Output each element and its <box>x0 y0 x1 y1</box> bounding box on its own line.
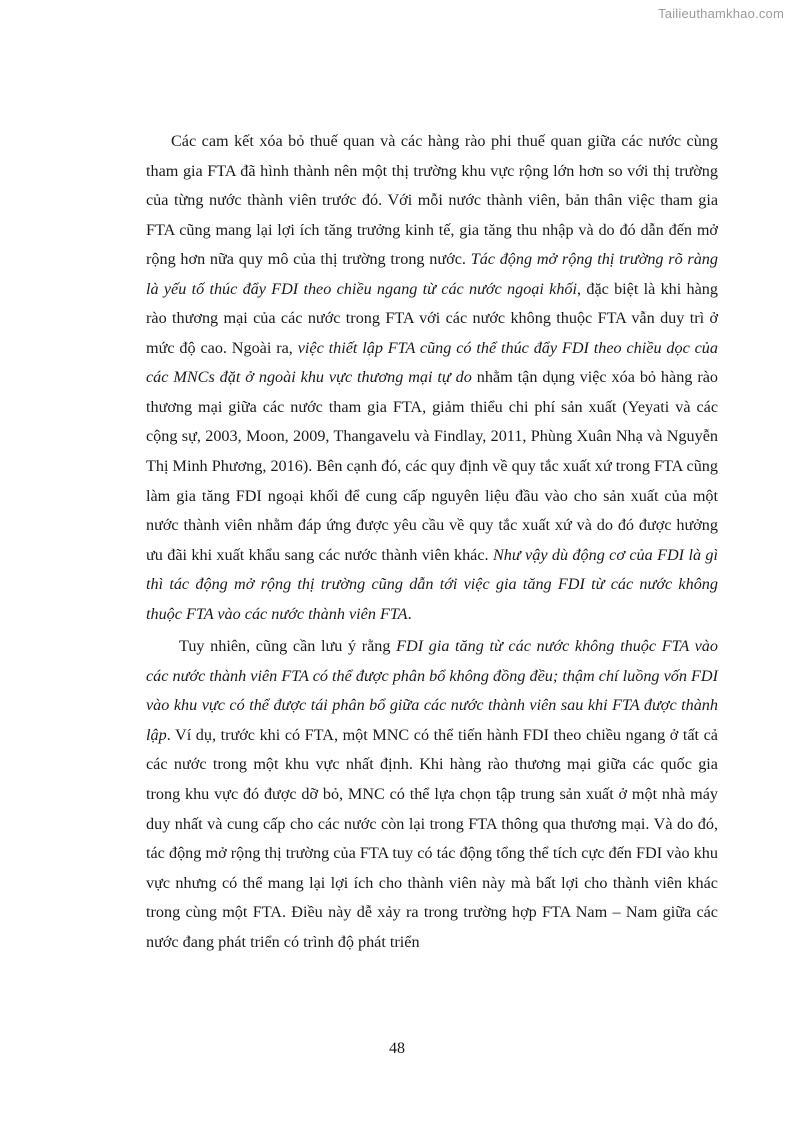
italic-text-segment: việc thiết lập FTA cũng có thể thúc đẩy FDI theo chiều dọc của các MNCs đặt ở ngoài khu vực thương mại tự do <box>146 338 718 387</box>
text-segment: . Ví dụ, trước khi có FTA, một MNC có thể tiến hành FDI theo chiều ngang ở tất cả các nước trong một khu vực nhất định. Khi hàng rào thương mại giữa các quốc gia trong khu vực đó được dỡ bỏ, MNC có thể lựa chọn tập trung sản xuất ở một nhà máy duy nhất và cung cấp cho các nước còn lại trong FTA thông qua thương mại. Và do đó, tác động mở rộng thị trường của FTA tuy có tác động tổng thể tích cực đến FDI vào khu vực nhưng có thể mang lại lợi ích cho thành viên này mà bất lợi cho thành viên khác trong cùng một FTA. Điều này dễ xảy ra trong trường hợp FTA Nam – Nam giữa các nước đang phát triển có trình độ phát triển <box>146 725 718 951</box>
paragraph-1 <box>146 127 718 629</box>
watermark: Tailieuthamkhao.com <box>658 6 784 21</box>
italic-text-segment: FDI gia tăng từ các nước không thuộc FTA vào các nước thành viên FTA có thể được phân bổ không đồng đều; thậm chí luồng vốn FDI vào khu vực có thể được tái phân bổ giữa các nước thành viên sau khi FTA được thành lập <box>146 637 718 744</box>
italic-text-segment: Tác động mở rộng thị trường rõ ràng là yếu tố thúc đẩy FDI theo chiều ngang từ các nước ngoại khối <box>146 250 718 298</box>
page-number: 48 <box>389 1040 405 1057</box>
text-segment: . <box>407 604 412 623</box>
text-segment: Các cam kết xóa bỏ thuế quan và các hàng rào phi thuế quan giữa các nước cùng tham gia FTA đã hình thành nên một thị trường khu vực rộng lớn hơn so với thị trường của từng nước thành viên trước đó. Với mỗi nước thành viên, bản thân việc tham gia FTA cũng mang lại lợi ích tăng trưởng kinh tế, gia tăng thu nhập và do đó dẫn đến mở rộng hơn nữa quy mô của thị trường trong nước. <box>146 132 718 269</box>
text-segment: Tuy nhiên, cũng cần lưu ý rằng <box>179 637 397 656</box>
italic-text-segment: Như vậy dù động cơ của FDI là gì thì tác động mở rộng thị trường cũng dẫn tới việc gia tăng FDI từ các nước không thuộc FTA vào các nước thành viên FTA <box>146 545 718 623</box>
text-segment: , đặc biệt là khi hàng rào thương mại của các nước trong FTA với các nước không thuộc FTA vẫn duy trì ở mức độ cao. Ngoài ra, <box>146 279 718 357</box>
page-body <box>146 127 718 957</box>
paragraph-2 <box>146 632 718 957</box>
text-segment: nhằm tận dụng việc xóa bỏ hàng rào thương mại giữa các nước tham gia FTA, giảm thiểu chi phí sản xuất (Yeyati và các cộng sự, 2003, Moon, 2009, Thangavelu và Findlay, 2011, Phùng Xuân Nhạ và Nguyễn Thị Minh Phương, 2016). Bên cạnh đó, các quy định về quy tắc xuất xứ trong FTA cũng làm gia tăng FDI ngoại khối để cung cấp nguyên liệu đầu vào cho sản xuất của một nước thành viên nhằm đáp ứng được yêu cầu về quy tắc xuất xứ và do đó được hưởng ưu đãi khi xuất khẩu sang các nước thành viên khác. <box>146 368 718 564</box>
